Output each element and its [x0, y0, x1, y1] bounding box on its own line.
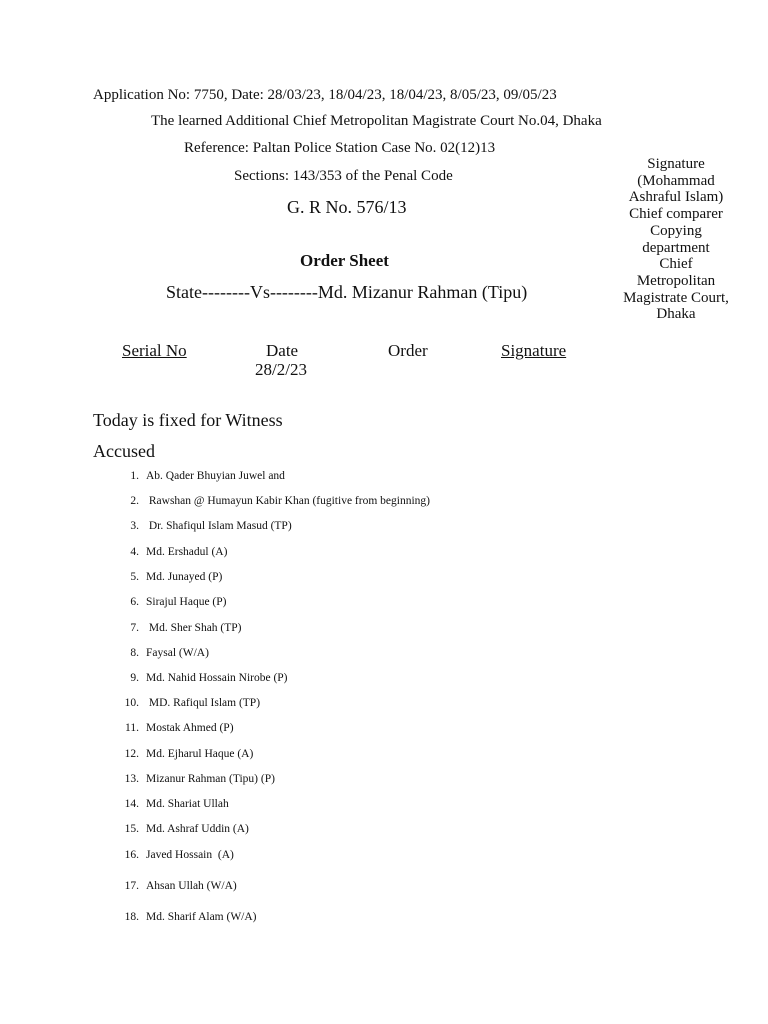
signature-line: (Mohammad [637, 172, 715, 189]
signature-line: Ashraful Islam) [628, 189, 724, 206]
list-item: 8. Faysal (W/A) [130, 647, 209, 659]
list-item: 14. Md. Shariat Ullah [124, 798, 229, 810]
list-item: 4. Md. Ershadul (A) [130, 546, 228, 558]
list-item: 3. Dr. Shafiqul Islam Masud (TP) [130, 520, 292, 532]
list-item: 6. Sirajul Haque (P) [130, 596, 227, 608]
column-header-signature: Signature [501, 341, 567, 360]
witness-line: Today is fixed for Witness [93, 410, 283, 430]
list-item: 9. Md. Nahid Hossain Nirobe (P) [130, 672, 288, 684]
list-item: 2. Rawshan @ Humayun Kabir Khan (fugitive from beginning) [130, 495, 430, 507]
sections-line: Sections: 143/353 of the Penal Code [234, 168, 453, 184]
column-header-order: Order [388, 341, 428, 360]
signature-block [612, 156, 740, 323]
list-item: 15. Md. Ashraf Uddin (A) [124, 823, 249, 835]
list-item: 13. Mizanur Rahman (Tipu) (P) [124, 773, 275, 785]
signature-line: Metropolitan [636, 272, 716, 289]
signature-line: Chief comparer [629, 206, 723, 223]
list-item: 5. Md. Junayed (P) [130, 571, 223, 583]
list-item: 16. Javed Hossain (A) [124, 849, 234, 861]
signature-line: Signature [647, 156, 705, 172]
column-header-date: Date [266, 341, 299, 360]
signature-line: Magistrate Court, [623, 289, 729, 306]
signature-line: department [642, 239, 710, 256]
column-header-serial: Serial No [122, 341, 187, 360]
signature-line: Dhaka [656, 306, 696, 323]
list-item: 10. MD. Rafiqul Islam (TP) [124, 697, 261, 709]
list-item: 17. Ahsan Ullah (W/A) [124, 880, 237, 892]
order-sheet-title: Order Sheet [300, 251, 389, 270]
list-item: 18. Md. Sharif Alam (W/A) [124, 911, 257, 923]
signature-line: Copying [650, 222, 702, 239]
list-item: 11. Mostak Ahmed (P) [125, 722, 234, 734]
list-item: 12. Md. Ejharul Haque (A) [124, 748, 254, 760]
list-item: 1. Ab. Qader Bhuyian Juwel and [130, 470, 285, 482]
gr-number: G. R No. 576/13 [287, 197, 407, 217]
signature-line: Chief [659, 256, 693, 273]
order-date-value: 28/2/23 [255, 360, 307, 379]
court-line: The learned Additional Chief Metropolitan Magistrate Court No.04, Dhaka [151, 113, 602, 129]
application-line: Application No: 7750, Date: 28/03/23, 18/04/23, 18/04/23, 8/05/23, 09/05/23 [93, 87, 557, 103]
list-item: 7. Md. Sher Shah (TP) [130, 622, 242, 634]
accused-heading: Accused [93, 441, 155, 461]
case-parties: State--------Vs--------Md. Mizanur Rahman (Tipu) [166, 282, 528, 302]
reference-line: Reference: Paltan Police Station Case No. 02(12)13 [184, 140, 496, 156]
